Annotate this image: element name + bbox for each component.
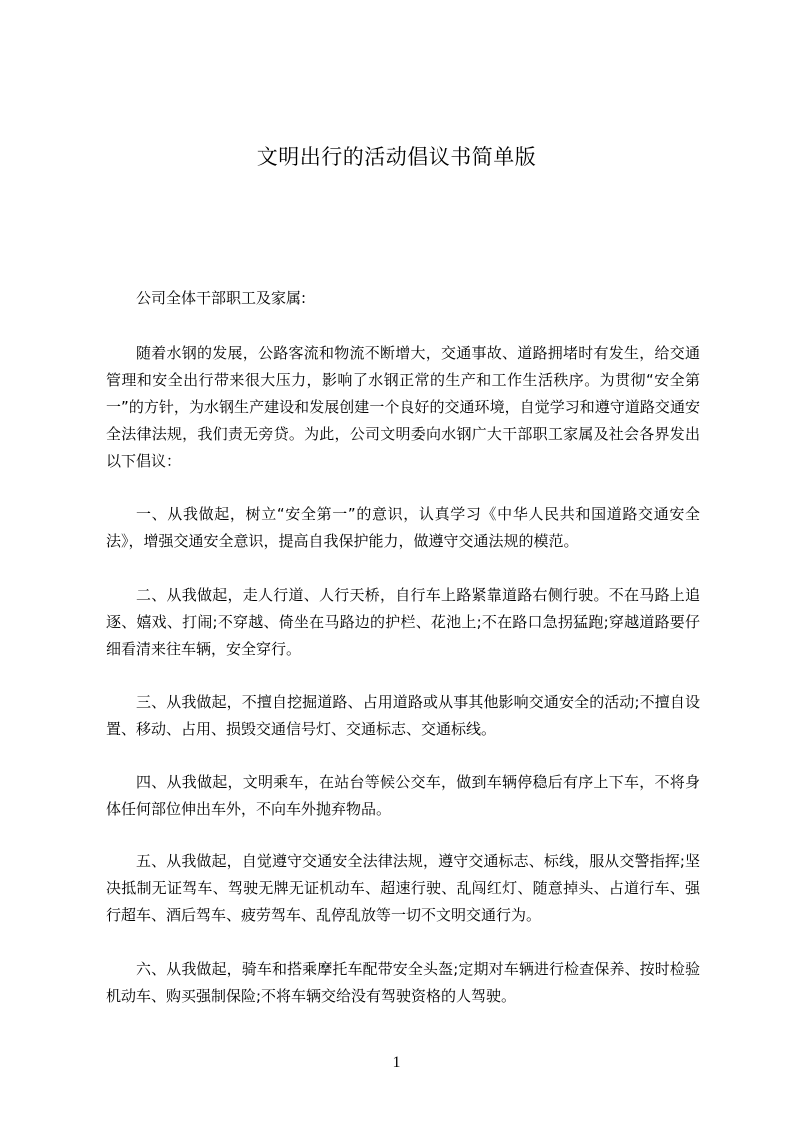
intro-paragraph: 随着水钢的发展，公路客流和物流不断增大，交通事故、道路拥堵时有发生，给交通管理和安全出行带来很大压力，影响了水钢正常的生产和工作生活秩序。为贯彻“安全第一”的方针，为水钢生产建设和发展创建一个良好的交通环境，自觉学习和遵守道路交通安全法律法规，我们责无旁贷。为此，公司文明委向水钢广大干部职工家属及社会各界发出以下倡议： <box>106 344 700 470</box>
salutation: 公司全体干部职工及家属: <box>136 289 307 307</box>
proposal-item-3: 三、从我做起，不擅自挖掘道路、占用道路或从事其他影响交通安全的活动;不擅自设置、移动、占用、损毁交通信号灯、交通标志、交通标线。 <box>106 693 700 738</box>
proposal-item-4: 四、从我做起，文明乘车，在站台等候公交车，做到车辆停稳后有序上下车，不将身体任何部位伸出车外，不向车外抛弃物品。 <box>106 773 700 818</box>
proposal-item-2: 二、从我做起，走人行道、人行天桥，自行车上路紧靠道路右侧行驶。不在马路上追逐、嬉戏、打闹;不穿越、倚坐在马路边的护栏、花池上;不在路口急拐猛跑;穿越道路要仔细看清来往车辆，安全穿行。 <box>106 586 700 658</box>
page-number: 1 <box>392 1054 401 1071</box>
proposal-item-5: 五、从我做起，自觉遵守交通安全法律法规，遵守交通标志、标线，服从交警指挥;坚决抵制无证驾车、驾驶无牌无证机动车、超速行驶、乱闯红灯、随意掉头、占道行车、强行超车、酒后驾车、疲劳驾车、乱停乱放等一切不文明交通行为。 <box>106 852 700 924</box>
document-title: 文明出行的活动倡议书简单版 <box>256 145 537 169</box>
proposal-item-1: 一、从我做起，树立“安全第一”的意识，认真学习《中华人民共和国道路交通安全法》，增强交通安全意识，提高自我保护能力，做遵守交通法规的模范。 <box>106 505 700 550</box>
proposal-item-6: 六、从我做起，骑车和搭乘摩托车配带安全头盔;定期对车辆进行检查保养、按时检验机动车、购买强制保险;不将车辆交给没有驾驶资格的人驾驶。 <box>106 960 700 1005</box>
